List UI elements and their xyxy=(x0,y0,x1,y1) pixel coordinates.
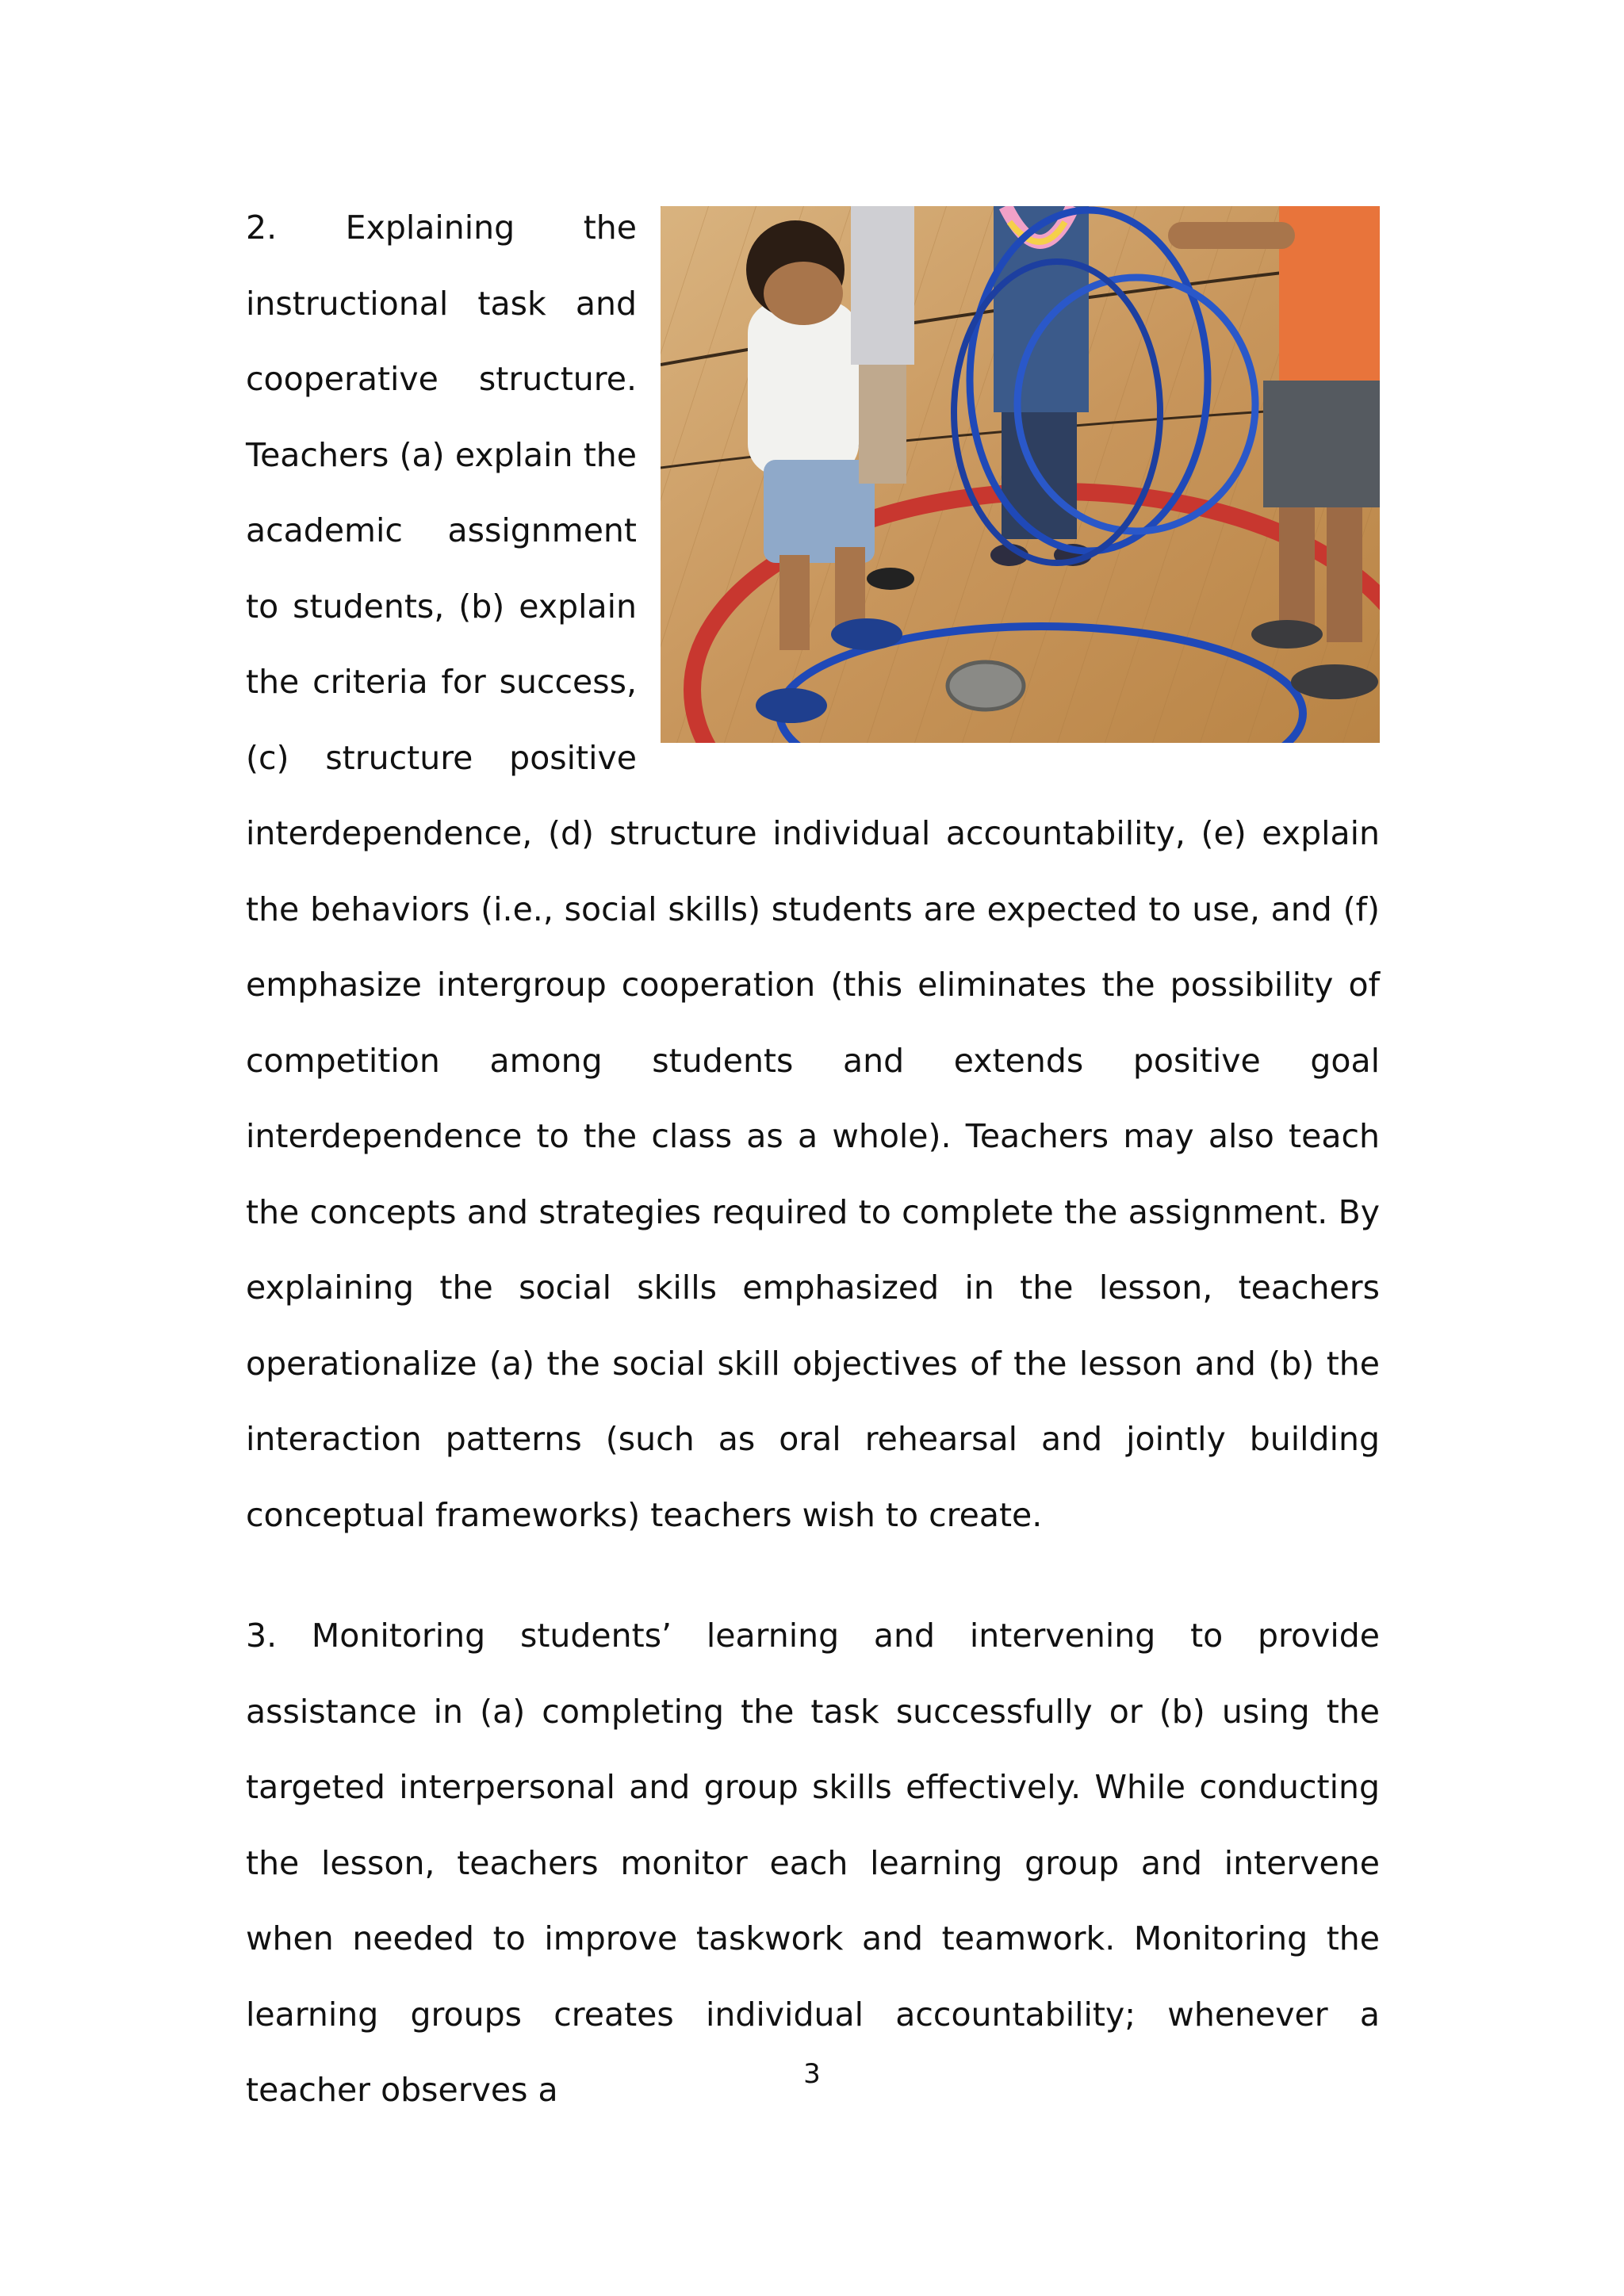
section-3-text: 3. Monitoring students’ learning and intervening to provide assistance in (a) completing the task successfully or (b) using the targeted interpersonal and group skills effectively. While conducting the lesson, teachers monitor each learning group and intervene when needed to improve taskwork and teamwork. Monitoring the learning groups creates individual accountability; whenever a teacher observes a xyxy=(246,1617,1380,2109)
paragraph-section-3 xyxy=(246,1598,1380,2129)
page-number: 3 xyxy=(803,2058,821,2090)
section-2-text: 2. Explaining the instructional task and cooperative structure. Teachers (a) explain the academic assignment to students, (b) explain the criteria for success, (c) structure positive interdependence, (d) structure individual accountability, (e) explain the behaviors (i.e., social skills) students are expected to use, and (f) emphasize intergroup cooperation (this eliminates the possibility of competition among students and extends positive goal interdependence to the class as a whole). Teachers may also teach the concepts and strategies required to complete the assignment. By explaining the social skills emphasized in the lesson, teachers operationalize (a) the social skill objectives of the lesson and (b) the interaction patterns (such as oral rehearsal and jointly building conceptual frameworks) teachers wish to create. xyxy=(246,209,1380,1534)
photo-illustration xyxy=(661,206,1380,743)
paragraph-section-2 xyxy=(246,190,1380,1553)
students-hula-hoop-photo xyxy=(661,206,1380,743)
